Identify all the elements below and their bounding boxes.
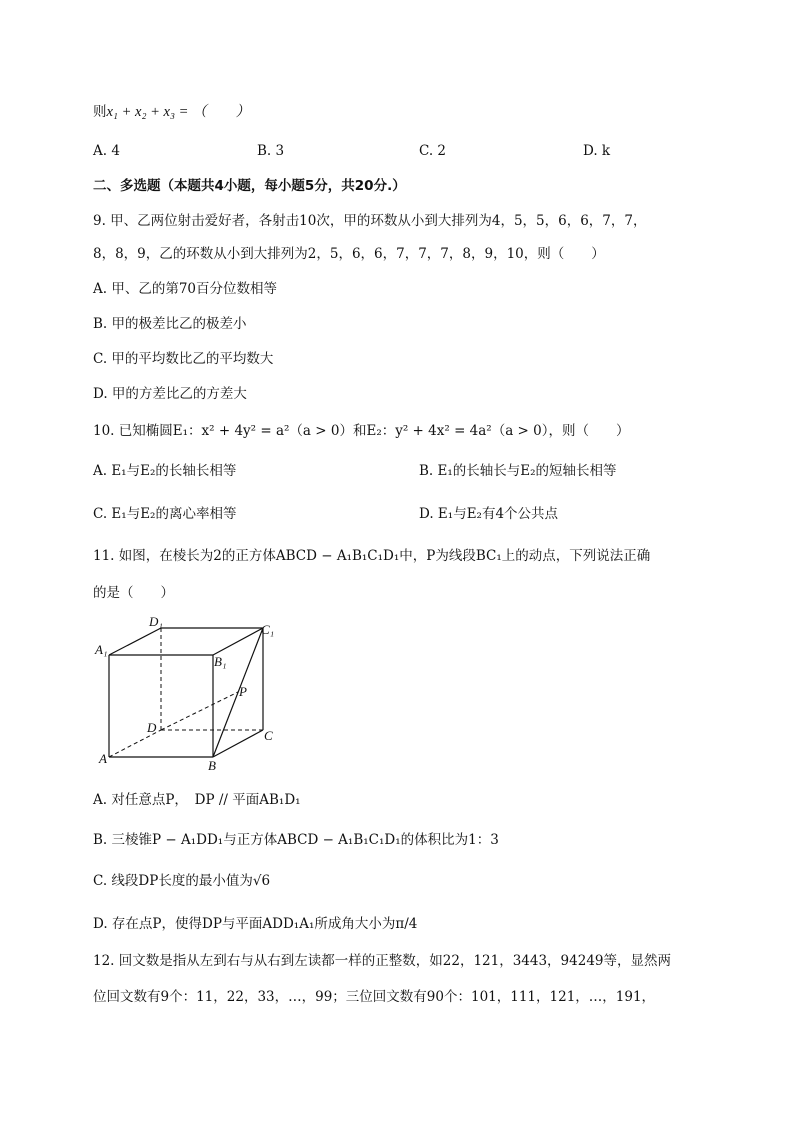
- q11-option-a: A. 对任意点P， DP // 平面AB₁D₁: [93, 792, 301, 808]
- q9-stem-line2: 8，8，9，乙的环数从小到大排列为2，5，6，6，7，7，7，8，9，10，则（ ）: [93, 246, 605, 262]
- q12-stem-line2: 位回文数有9个：11，22，33，…，99；三位回文数有90个：101，111，121，…，191，: [93, 989, 656, 1005]
- label-d1: D₁: [149, 614, 163, 629]
- q8-stem: 则x₁ + x₂ + x₃ = （ ）: [93, 104, 251, 120]
- q9-option-c: C. 甲的平均数比乙的平均数大: [93, 351, 274, 367]
- label-c: C: [264, 728, 273, 743]
- q11-option-d: D. 存在点P，使得DP与平面ADD₁A₁所成角大小为π/4: [93, 916, 418, 932]
- edge-b1c1: [213, 628, 263, 655]
- cube-figure: [93, 612, 293, 777]
- label-a: A: [99, 751, 107, 766]
- q10-option-c: C. E₁与E₂的离心率相等: [93, 506, 237, 522]
- q9-option-a: A. 甲、乙的第70百分位数相等: [93, 281, 278, 297]
- q10-option-a: A. E₁与E₂的长轴长相等: [93, 463, 237, 479]
- label-d: D: [147, 720, 157, 735]
- q10-option-d: D. E₁与E₂有4个公共点: [419, 506, 559, 522]
- q10-stem: 10. 已知椭圆E₁：x² + 4y² = a²（a > 0）和E₂：y² + 4x² = 4a²（a > 0），则（ ）: [93, 423, 630, 439]
- q8-option-b: B. 3: [257, 143, 285, 159]
- section-heading: 二、多选题（本题共4小题，每小题5分，共20分.）: [93, 178, 406, 194]
- label-p: P: [239, 684, 247, 699]
- q11-stem-line2: 的是（ ）: [93, 585, 174, 601]
- q9-option-b: B. 甲的极差比乙的极差小: [93, 316, 247, 332]
- label-a1: A₁: [95, 642, 108, 657]
- q11-option-b: B. 三棱锥P − A₁DD₁与正方体ABCD − A₁B₁C₁D₁的体积比为1：3: [93, 832, 499, 848]
- q8-stem-expression: x₁ + x₂ + x₃ = （ ）: [106, 104, 251, 120]
- edge-bc: [213, 730, 263, 757]
- q8-option-a: A. 4: [93, 143, 120, 159]
- q8-option-d: D. k: [583, 143, 611, 159]
- label-b: B: [208, 758, 216, 773]
- q9-stem-line1: 9. 甲、乙两位射击爱好者，各射击10次，甲的环数从小到大排列为4，5，5，6，6，7，7，: [93, 213, 647, 229]
- label-c1: C₁: [261, 622, 275, 637]
- label-b1: B₁: [214, 654, 227, 669]
- q9-option-d: D. 甲的方差比乙的方差大: [93, 386, 247, 402]
- q11-stem-line1: 11. 如图，在棱长为2的正方体ABCD − A₁B₁C₁D₁中，P为线段BC₁上的动点，下列说法正确: [93, 548, 651, 564]
- q10-option-b: B. E₁的长轴长与E₂的短轴长相等: [419, 463, 617, 479]
- q12-stem-line1: 12. 回文数是指从左到右与从右到左读都一样的正整数，如22，121，3443，94249等，显然两: [93, 953, 672, 969]
- segment-dp-hidden: [161, 692, 238, 730]
- q8-option-c: C. 2: [419, 143, 447, 159]
- edge-a1d1: [109, 628, 161, 655]
- q11-option-c: C. 线段DP长度的最小值为√6: [93, 873, 271, 889]
